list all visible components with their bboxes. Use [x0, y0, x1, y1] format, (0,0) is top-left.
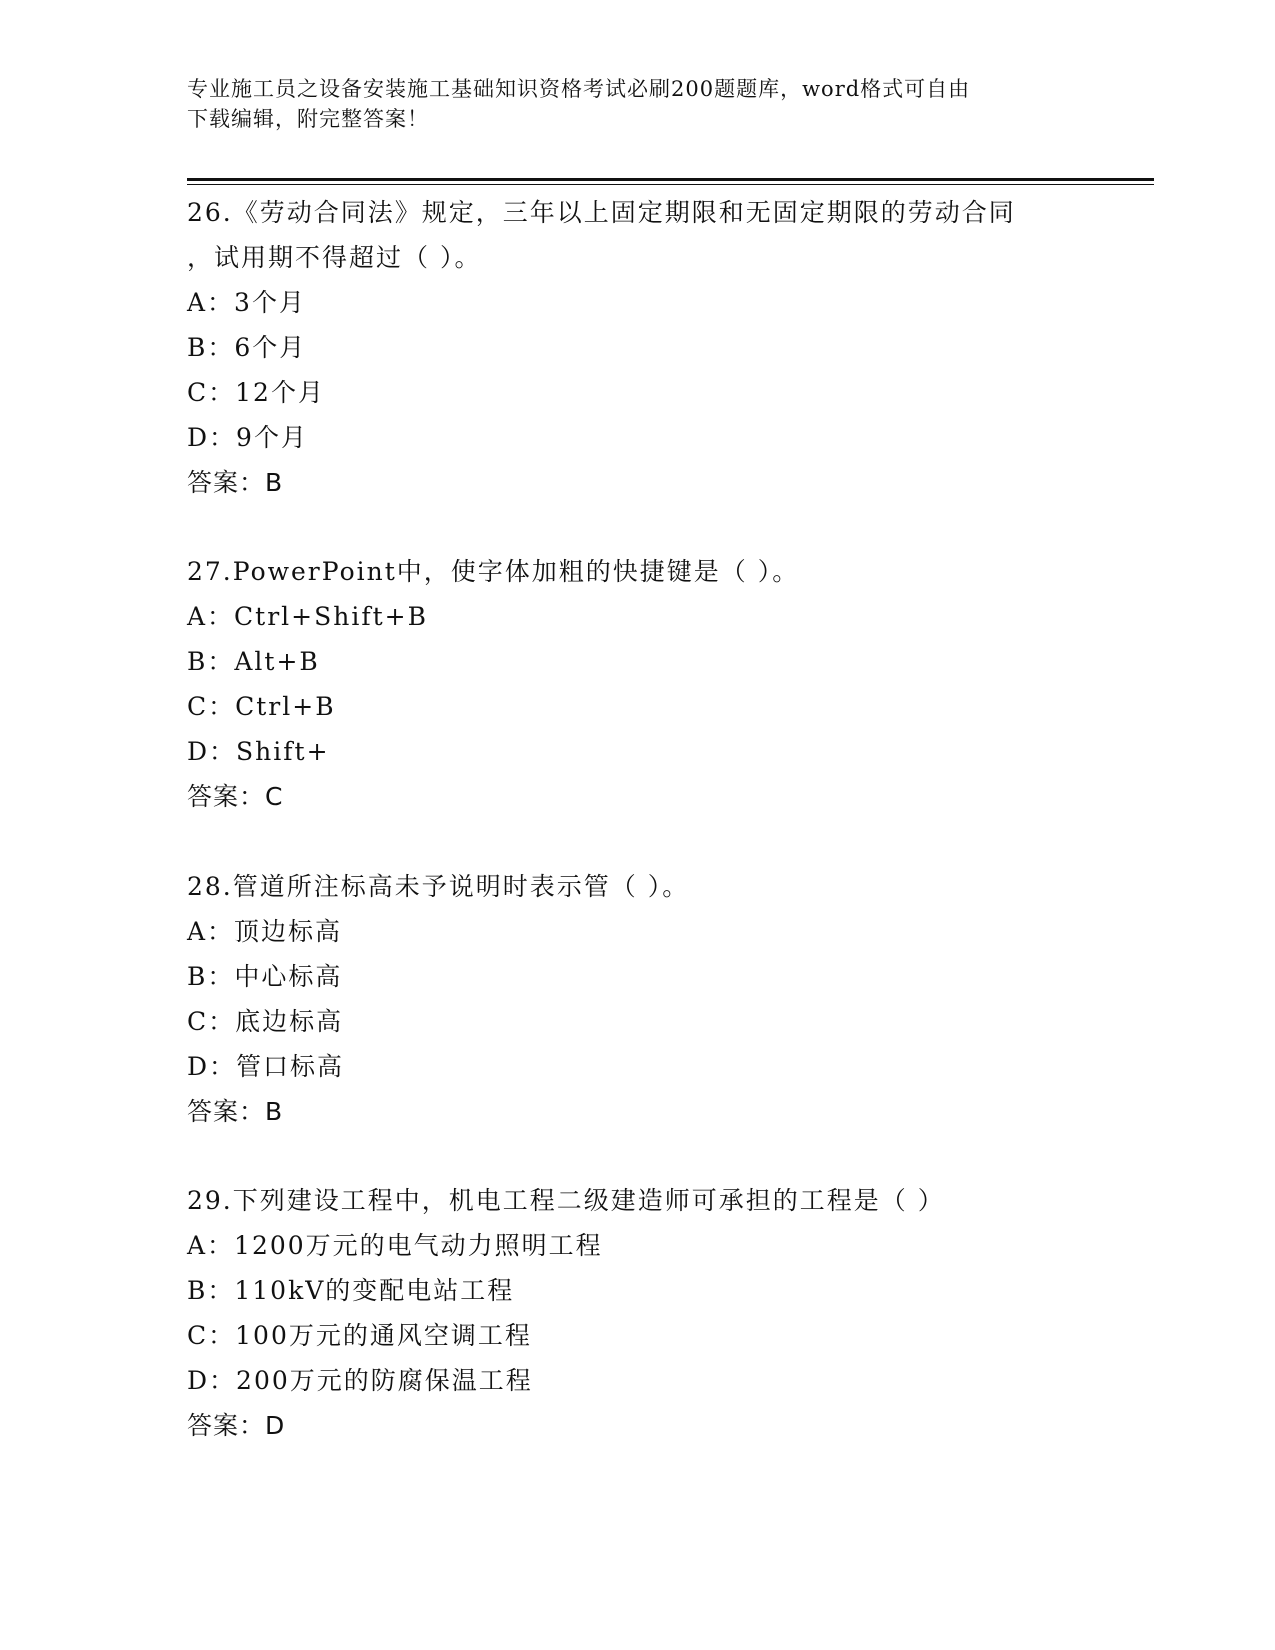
option-c: C：底边标高: [187, 1007, 344, 1036]
option-b: B：中心标高: [187, 962, 343, 991]
option-d: D：200万元的防腐保温工程: [187, 1366, 533, 1395]
header-line-1: 专业施工员之设备安装施工基础知识资格考试必刷200题题库，word格式可自由: [187, 77, 971, 101]
option-b: B：6个月: [187, 333, 307, 362]
option-d: D：Shift+: [187, 737, 330, 766]
answer: 答案：D: [187, 1411, 286, 1440]
document-header: [187, 74, 1067, 134]
question-stem: 29.下列建设工程中，机电工程二级建造师可承担的工程是（ ）: [187, 1186, 945, 1215]
option-c: C：Ctrl+B: [187, 692, 336, 721]
answer: 答案：B: [187, 468, 284, 497]
option-a: A：顶边标高: [187, 917, 343, 946]
option-a: A：3个月: [187, 288, 306, 317]
header-line-2: 下载编辑，附完整答案！: [187, 107, 429, 131]
question-26: [187, 190, 1087, 505]
question-stem: 26.《劳动合同法》规定，三年以上固定期限和无固定期限的劳动合同: [187, 198, 1016, 227]
option-a: A：Ctrl+Shift+B: [187, 602, 428, 631]
answer: 答案：C: [187, 782, 284, 811]
option-c: C：100万元的通风空调工程: [187, 1321, 532, 1350]
header-divider-thick: [187, 178, 1154, 181]
option-b: B：Alt+B: [187, 647, 320, 676]
option-d: D：9个月: [187, 423, 308, 452]
option-d: D：管口标高: [187, 1052, 345, 1081]
option-c: C：12个月: [187, 378, 325, 407]
question-27: [187, 549, 1087, 819]
option-a: A：1200万元的电气动力照明工程: [187, 1231, 603, 1260]
answer: 答案：B: [187, 1097, 284, 1126]
question-stem: 28.管道所注标高未予说明时表示管（ ）。: [187, 872, 690, 901]
question-28: [187, 864, 1087, 1134]
question-29: [187, 1178, 1087, 1448]
question-stem: 27.PowerPoint中，使字体加粗的快捷键是（ ）。: [187, 557, 800, 586]
question-stem-continued: ，试用期不得超过（ ）。: [187, 243, 482, 272]
header-divider-thin: [187, 184, 1154, 185]
option-b: B：110kV的变配电站工程: [187, 1276, 515, 1305]
